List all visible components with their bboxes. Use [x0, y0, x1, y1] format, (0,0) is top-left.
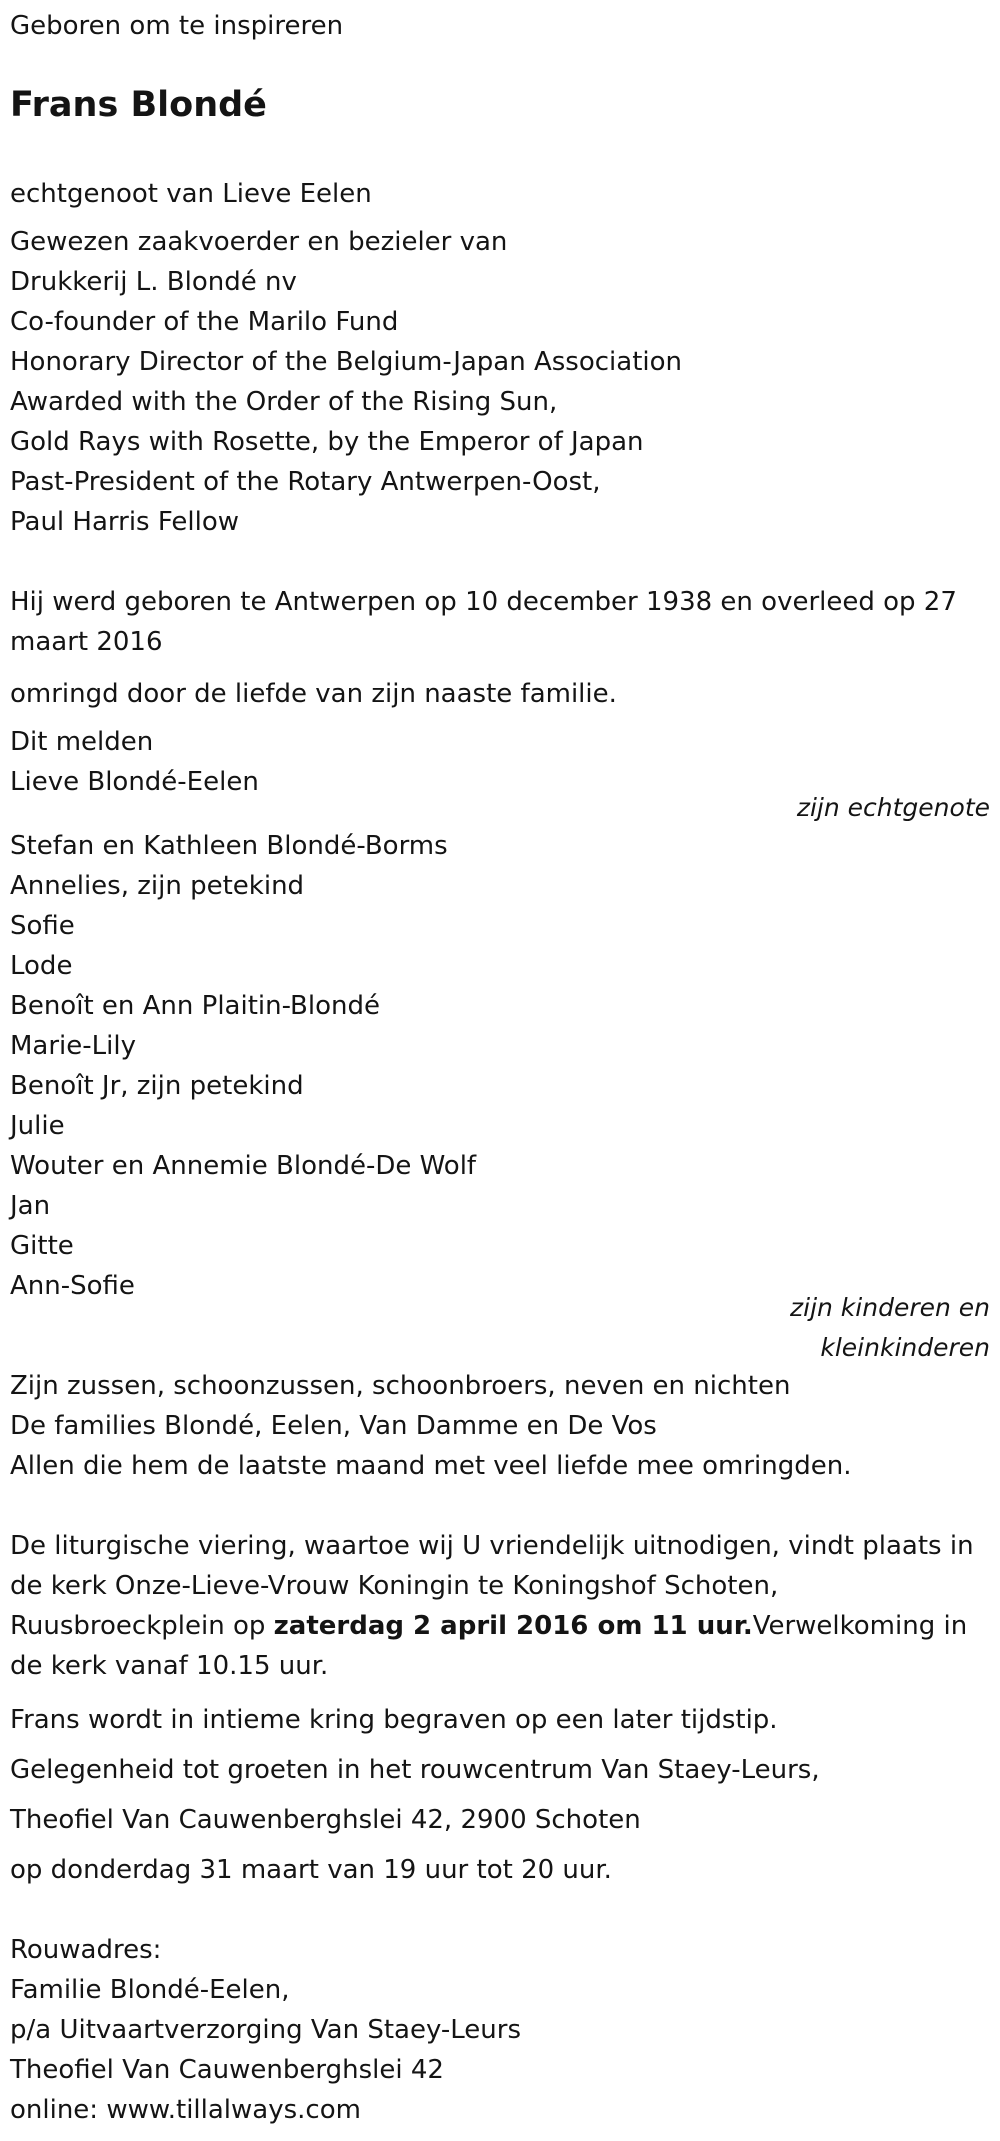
family-member: Benoît en Ann Plaitin-Blondé: [10, 991, 381, 1021]
birth-death-text: Hij werd geboren te Antwerpen op 10 december 1938 en overleed op 27 maart 2016: [10, 587, 957, 657]
condolence-line-1: Gelegenheid tot groeten in het rouwcentrum Van Staey-Leurs,: [10, 1755, 820, 1785]
role-line: Past-President of the Rotary Antwerpen-Oost,: [10, 467, 601, 497]
address-online-line: online: www.tillalways.com: [10, 2095, 361, 2125]
family-member: Stefan en Kathleen Blondé-Borms: [10, 831, 448, 861]
ceremony-text: [10, 1526, 995, 1686]
family-member: Allen die hem de laatste maand met veel liefde mee omringden.: [10, 1451, 852, 1481]
children-relation-line-2: kleinkinderen: [820, 1333, 990, 1362]
address-line: Familie Blondé-Eelen,: [10, 1975, 290, 2005]
family-member: Julie: [10, 1111, 65, 1141]
surrounded-text: omringd door de liefde van zijn naaste familie.: [10, 679, 617, 709]
reported-by-text: Dit melden: [10, 727, 154, 757]
condolence-line-2: Theofiel Van Cauwenberghslei 42, 2900 Schoten: [10, 1805, 641, 1835]
ceremony-datetime: zaterdag 2 april 2016 om 11 uur.: [273, 1611, 753, 1641]
family-member: Wouter en Annemie Blondé-De Wolf: [10, 1151, 477, 1181]
spouse-name: Lieve Blondé-Eelen: [10, 767, 259, 797]
role-line: Paul Harris Fellow: [10, 507, 239, 537]
deceased-name: Frans Blondé: [10, 85, 267, 125]
ceremony-text-start: De liturgische viering, waartoe wij U vriendelijk uitnodigen, vindt plaats in de kerk Onze-Lieve-Vrouw Koningin te Koningshof Schoten, Ruusbroeckplein op: [10, 1531, 974, 1641]
family-member: Marie-Lily: [10, 1031, 136, 1061]
others-list: [10, 1366, 851, 1486]
ceremony-text-end: Verwelkoming in de kerk vanaf 10.15 uur.: [10, 1611, 968, 1681]
family-member: Benoît Jr, zijn petekind: [10, 1071, 304, 1101]
role-line: Co-founder of the Marilo Fund: [10, 307, 399, 337]
family-member: Gitte: [10, 1231, 74, 1261]
address-label: Rouwadres:: [10, 1935, 162, 1965]
role-line: Awarded with the Order of the Rising Sun,: [10, 387, 558, 417]
family-member: Annelies, zijn petekind: [10, 871, 305, 901]
burial-text: Frans wordt in intieme kring begraven op een later tijdstip.: [10, 1705, 778, 1735]
family-member: Lode: [10, 951, 73, 981]
family-member: De families Blondé, Eelen, Van Damme en De Vos: [10, 1411, 657, 1441]
mourning-address: [10, 1930, 521, 2130]
role-line: Gold Rays with Rosette, by the Emperor of Japan: [10, 427, 644, 457]
condolence-line-3: op donderdag 31 maart van 19 uur tot 20 uur.: [10, 1855, 612, 1885]
children-list: [10, 826, 476, 1306]
spouse-line: echtgenoot van Lieve Eelen: [10, 179, 372, 209]
address-line: Theofiel Van Cauwenberghslei 42: [10, 2055, 444, 2085]
spouse-relation: zijn echtgenote: [796, 793, 990, 822]
family-member: Sofie: [10, 911, 75, 941]
family-member: Jan: [10, 1191, 51, 1221]
tagline: Geboren om te inspireren: [10, 11, 344, 41]
family-member: Zijn zussen, schoonzussen, schoonbroers, neven en nichten: [10, 1371, 791, 1401]
role-line: Drukkerij L. Blondé nv: [10, 267, 297, 297]
address-line: p/a Uitvaartverzorging Van Staey-Leurs: [10, 2015, 521, 2045]
family-member: Ann-Sofie: [10, 1271, 135, 1301]
role-line: Honorary Director of the Belgium-Japan Association: [10, 347, 683, 377]
roles-list: [10, 222, 682, 542]
children-relation-line-1: zijn kinderen en: [790, 1293, 990, 1322]
role-line: Gewezen zaakvoerder en bezieler van: [10, 227, 508, 257]
